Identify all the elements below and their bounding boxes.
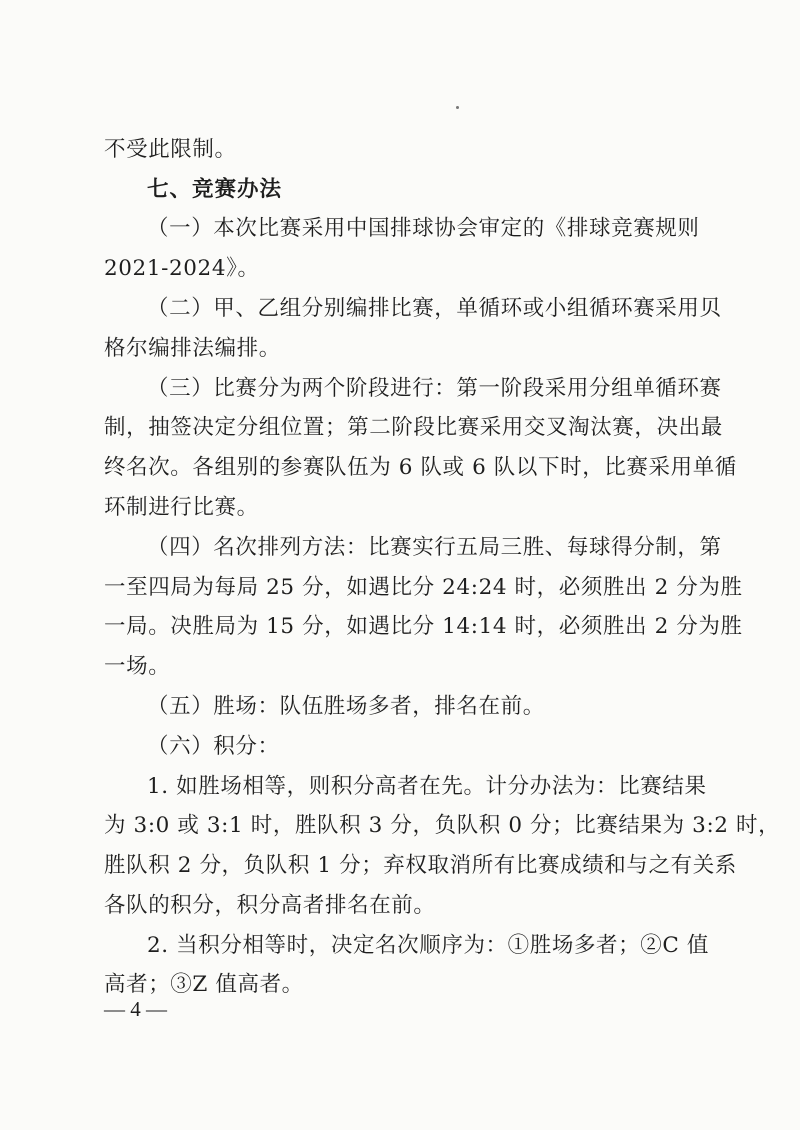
text-line: 制，抽签决定分组位置；第二阶段比赛采用交叉淘汰赛，决出最	[104, 415, 723, 440]
text-line: 各队的积分，积分高者排名在前。	[104, 893, 436, 918]
page-number: — 4 —	[104, 997, 167, 1021]
section-heading: 七、竞赛办法	[147, 177, 283, 202]
text-line: （二）甲、乙组分别编排比赛，单循环或小组循环赛采用贝	[147, 296, 722, 321]
text-line: 终名次。各组别的参赛队伍为 6 队或 6 队以下时，比赛采用单循	[104, 455, 737, 480]
text-line: 一场。	[104, 654, 171, 679]
text-line: 2. 当积分相等时，决定名次顺序为：①胜场多者；②C 值	[147, 933, 709, 958]
text-line: 1. 如胜场相等，则积分高者在先。计分办法为：比赛结果	[147, 774, 707, 799]
text-line: （五）胜场：队伍胜场多者，排名在前。	[147, 694, 545, 719]
text-line: （一）本次比赛采用中国排球协会审定的《排球竞赛规则	[147, 216, 700, 241]
text-line: 高者；③Z 值高者。	[104, 972, 304, 997]
text-line: 胜队积 2 分，负队积 1 分；弃权取消所有比赛成绩和与之有关系	[104, 853, 737, 878]
text-line: 格尔编排法编排。	[104, 336, 281, 361]
text-line: （四）名次排列方法：比赛实行五局三胜、每球得分制，第	[147, 535, 722, 560]
text-line: （三）比赛分为两个阶段进行：第一阶段采用分组单循环赛	[147, 376, 722, 401]
text-line: 一局。决胜局为 15 分，如遇比分 14:14 时，必须胜出 2 分为胜	[104, 614, 743, 639]
text-line: 2021-2024》。	[104, 256, 260, 281]
text-line: （六）积分：	[147, 734, 280, 759]
text-line: 不受此限制。	[104, 137, 237, 162]
text-line: 为 3:0 或 3:1 时，胜队积 3 分，负队积 0 分；比赛结果为 3:2 时，	[104, 813, 781, 838]
text-line: 一至四局为每局 25 分，如遇比分 24:24 时，必须胜出 2 分为胜	[104, 575, 743, 600]
scan-speck	[456, 106, 459, 109]
text-line: 环制进行比赛。	[104, 495, 259, 520]
